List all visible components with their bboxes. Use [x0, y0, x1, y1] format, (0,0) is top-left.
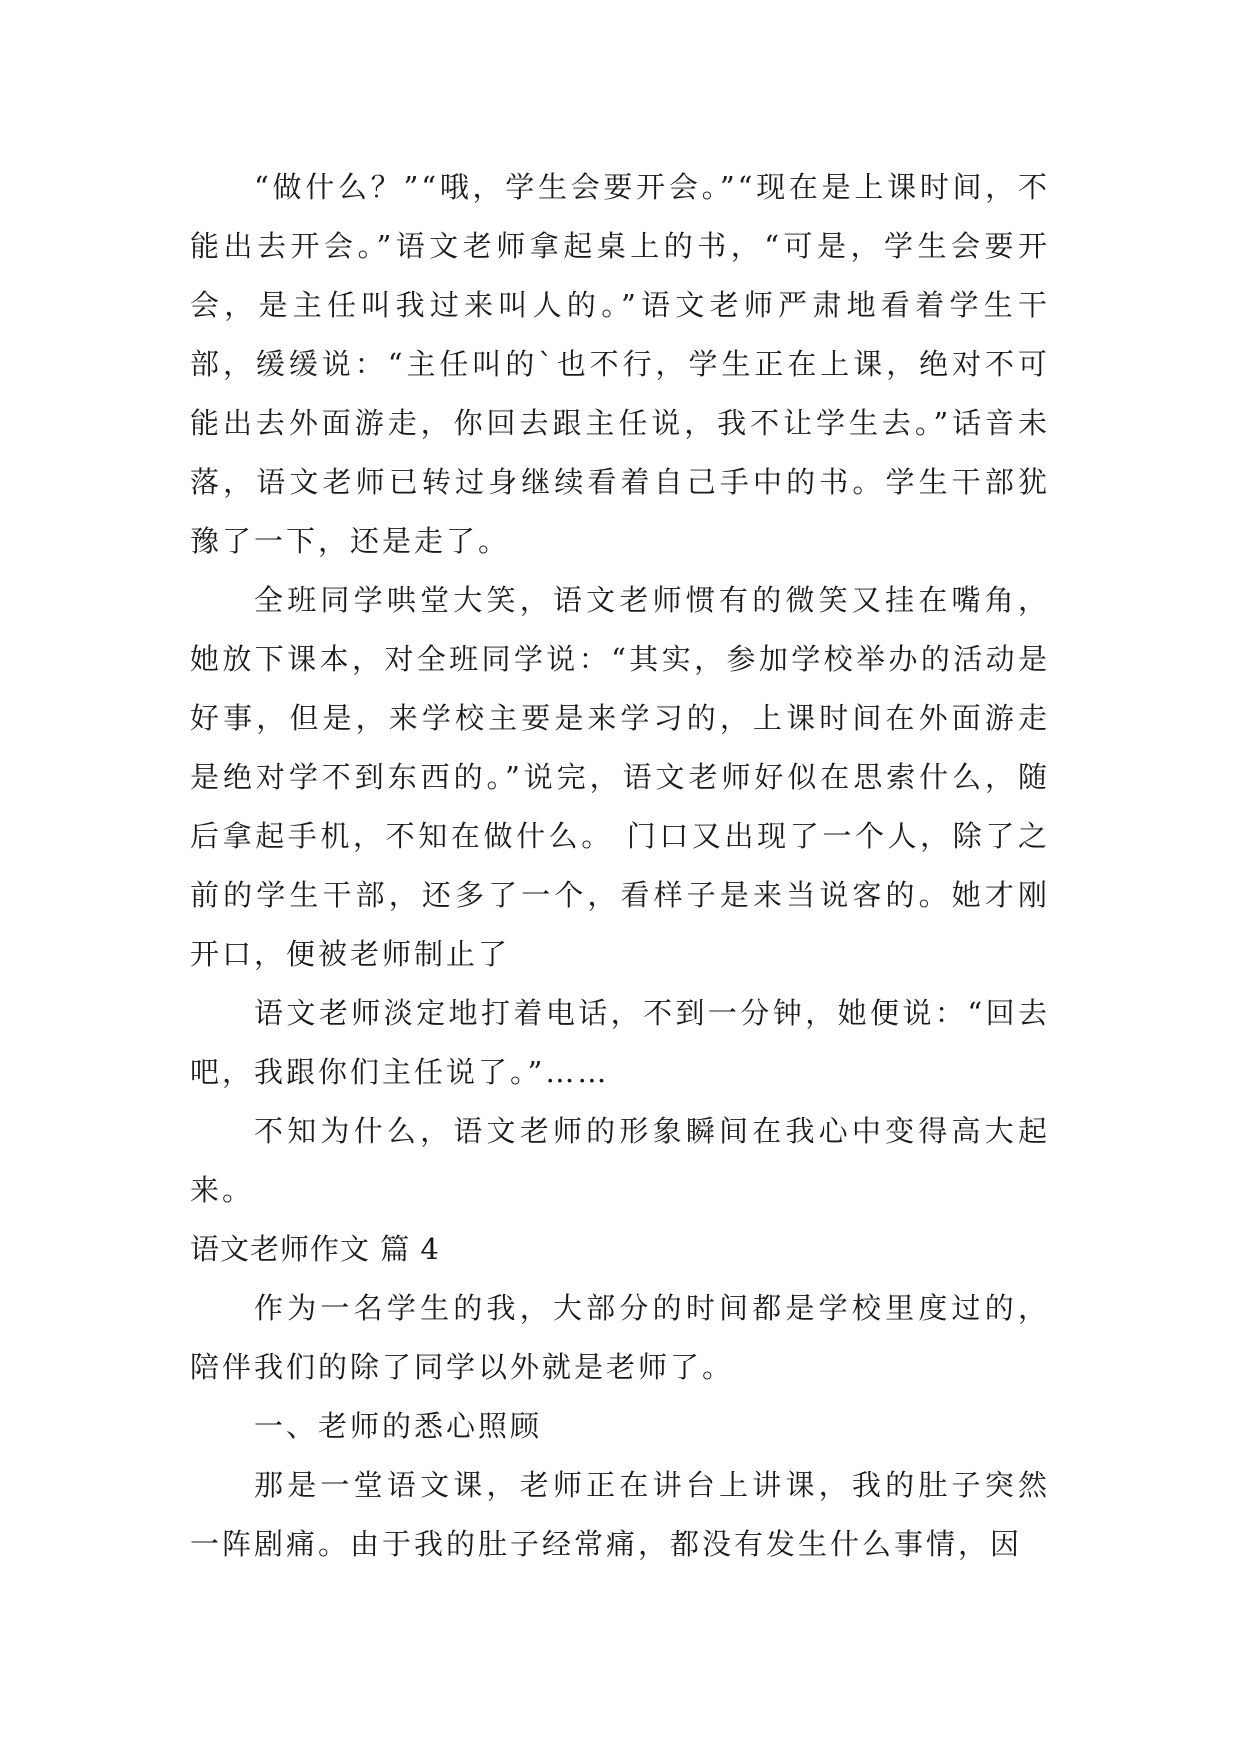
paragraph: “做什么？”“哦，学生会要开会。”“现在是上课时间，不能出去开会。”语文老师拿起桌上的书，“可是，学生会要开会，是主任叫我过来叫人的。”语文老师严肃地看着学生干部，缓缓说：“主任叫的`也不行，学生正在上课，绝对不可能出去外面游走，你回去跟主任说，我不让学生去。”话音未落，语文老师已转过身继续看着自己手中的书。学生干部犹豫了一下，还是走了。 [190, 170, 1050, 558]
paragraph: 作为一名学生的我，大部分的时间都是学校里度过的，陪伴我们的除了同学以外就是老师了。 [190, 1291, 1050, 1384]
subheading: 一、老师的悉心照顾 [254, 1409, 543, 1443]
section-heading: 语文老师作文 篇 4 [190, 1232, 440, 1266]
paragraph: 全班同学哄堂大笑，语文老师惯有的微笑又挂在嘴角，她放下课本，对全班同学说：“其实，参加学校举办的活动是好事，但是，来学校主要是来学习的，上课时间在外面游走是绝对学不到东西的。”说完，语文老师好似在思索什么，随后拿起手机，不知在做什么。 门口又出现了一个人，除了之前的学生干部，还多了一个，看样子是来当说客的。她才刚开口，便被老师制止了 [190, 583, 1050, 971]
document-body [190, 158, 1050, 1574]
paragraph: 语文老师淡定地打着电话，不到一分钟，她便说：“回去吧，我跟你们主任说了。”…… [190, 996, 1050, 1089]
paragraph: 不知为什么，语文老师的形象瞬间在我心中变得高大起来。 [190, 1114, 1050, 1207]
paragraph: 那是一堂语文课，老师正在讲台上讲课，我的肚子突然一阵剧痛。由于我的肚子经常痛，都没有发生什么事情，因 [190, 1468, 1050, 1561]
